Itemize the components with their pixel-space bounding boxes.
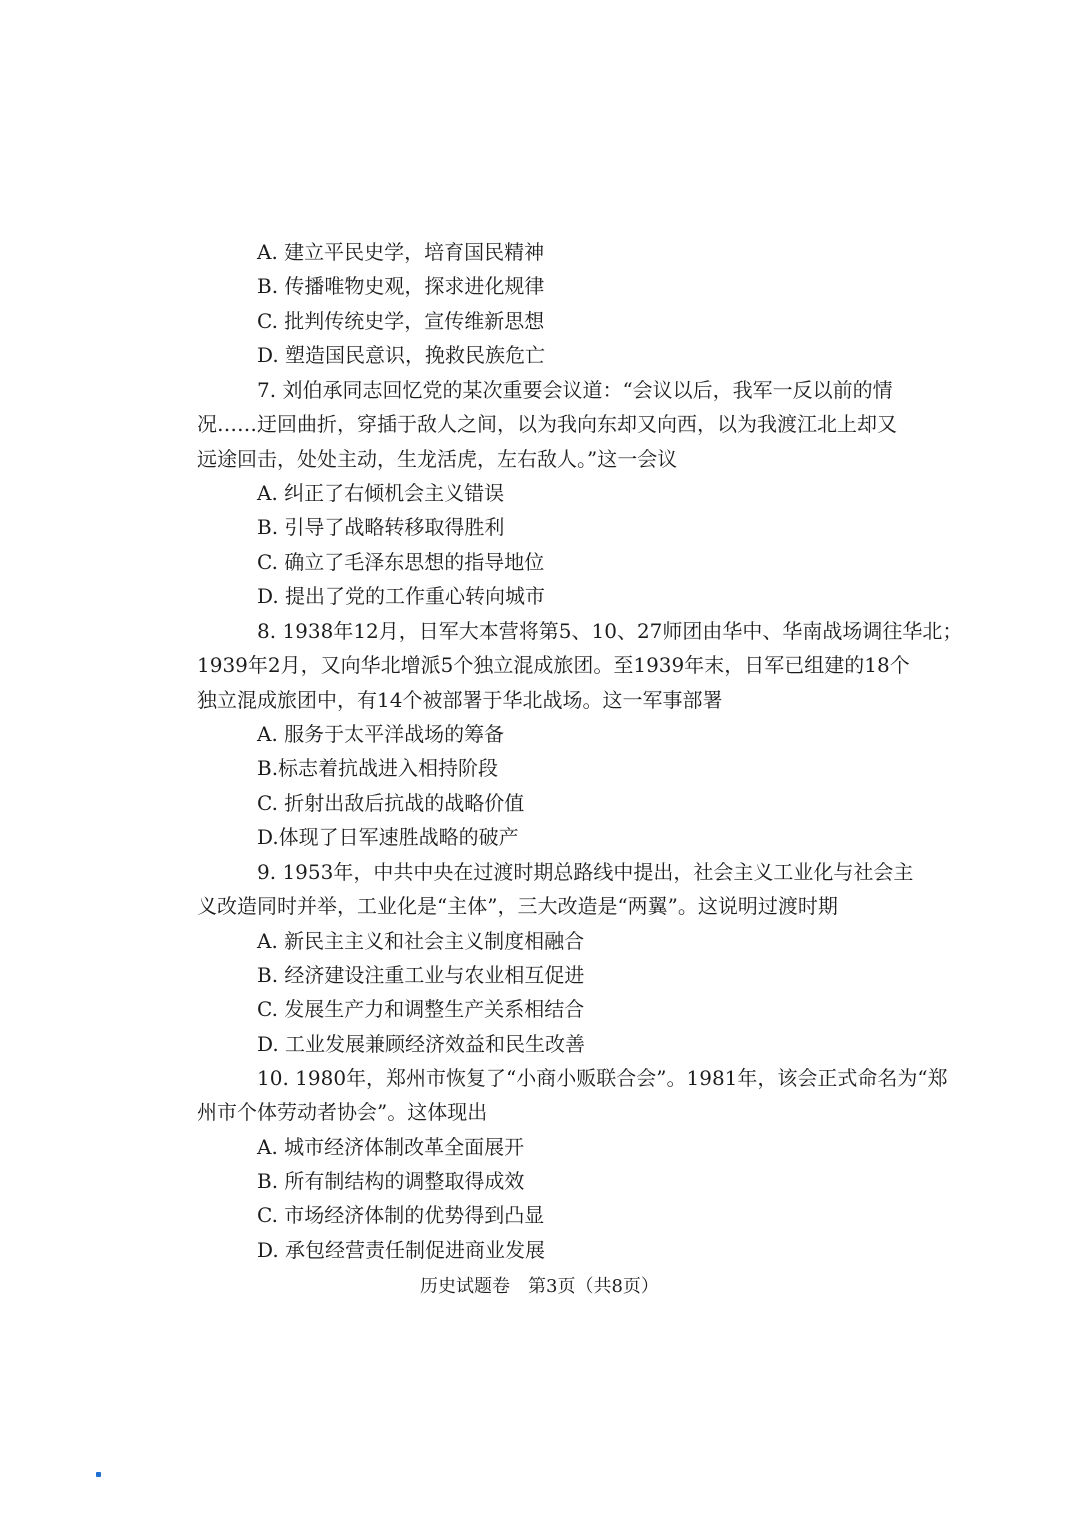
q10-option-d: D. 承包经营责任制促进商业发展 xyxy=(257,1238,546,1262)
q7-option-c: C. 确立了毛泽东思想的指导地位 xyxy=(257,550,545,574)
q9-option-b: B. 经济建设注重工业与农业相互促进 xyxy=(257,963,585,987)
q10-stem-line-2: 州市个体劳动者协会”。这体现出 xyxy=(197,1100,488,1124)
q10-option-c: C. 市场经济体制的优势得到凸显 xyxy=(257,1203,545,1227)
q7-stem-line-2: 况……迂回曲折，穿插于敌人之间，以为我向东却又向西，以为我渡江北上却又 xyxy=(197,412,897,436)
q7-option-a: A. 纠正了右倾机会主义错误 xyxy=(257,481,505,505)
q7-stem-line-3: 远途回击，处处主动，生龙活虎，左右敌人。”这一会议 xyxy=(197,447,678,471)
q8-stem-line-3: 独立混成旅团中，有14个被部署于华北战场。这一军事部署 xyxy=(197,688,723,712)
q8-option-c: C. 折射出敌后抗战的战略价值 xyxy=(257,791,525,815)
q10-option-a: A. 城市经济体制改革全面展开 xyxy=(257,1135,525,1159)
q9-stem-line-1: 9. 1953年，中共中央在过渡时期总路线中提出，社会主义工业化与社会主 xyxy=(257,860,914,884)
q10-option-b: B. 所有制结构的调整取得成效 xyxy=(257,1169,525,1193)
q7-option-d: D. 提出了党的工作重心转向城市 xyxy=(257,584,546,608)
q6-option-c: C. 批判传统史学，宣传维新思想 xyxy=(257,309,545,333)
q6-option-b: B. 传播唯物史观，探求进化规律 xyxy=(257,274,545,298)
q8-option-b: B.标志着抗战进入相持阶段 xyxy=(257,756,499,780)
q6-option-a: A. 建立平民史学，培育国民精神 xyxy=(257,240,545,264)
q7-option-b: B. 引导了战略转移取得胜利 xyxy=(257,515,505,539)
q9-option-a: A. 新民主主义和社会主义制度相融合 xyxy=(257,929,585,953)
q8-stem-line-1: 8. 1938年12月，日军大本营将第5、10、27师团由华中、华南战场调往华北； xyxy=(257,619,963,643)
q6-option-d: D. 塑造国民意识，挽救民族危亡 xyxy=(257,343,546,367)
q9-stem-line-2: 义改造同时并举，工业化是“主体”，三大改造是“两翼”。这说明过渡时期 xyxy=(197,894,838,918)
q9-option-c: C. 发展生产力和调整生产关系相结合 xyxy=(257,997,585,1021)
q8-option-a: A. 服务于太平洋战场的筹备 xyxy=(257,722,505,746)
q8-option-d: D.体现了日军速胜战略的破产 xyxy=(257,825,519,849)
page-footer: 历史试题卷 第3页（共8页） xyxy=(420,1276,659,1297)
q8-stem-line-2: 1939年2月，又向华北增派5个独立混成旅团。至1939年末，日军已组建的18个 xyxy=(197,653,910,677)
q10-stem-line-1: 10. 1980年，郑州市恢复了“小商小贩联合会”。1981年，该会正式命名为“郑 xyxy=(257,1066,948,1090)
q7-stem-line-1: 7. 刘伯承同志回忆党的某次重要会议道：“会议以后，我军一反以前的情 xyxy=(257,378,893,402)
q9-option-d: D. 工业发展兼顾经济效益和民生改善 xyxy=(257,1032,586,1056)
scan-corner-mark xyxy=(96,1472,101,1477)
